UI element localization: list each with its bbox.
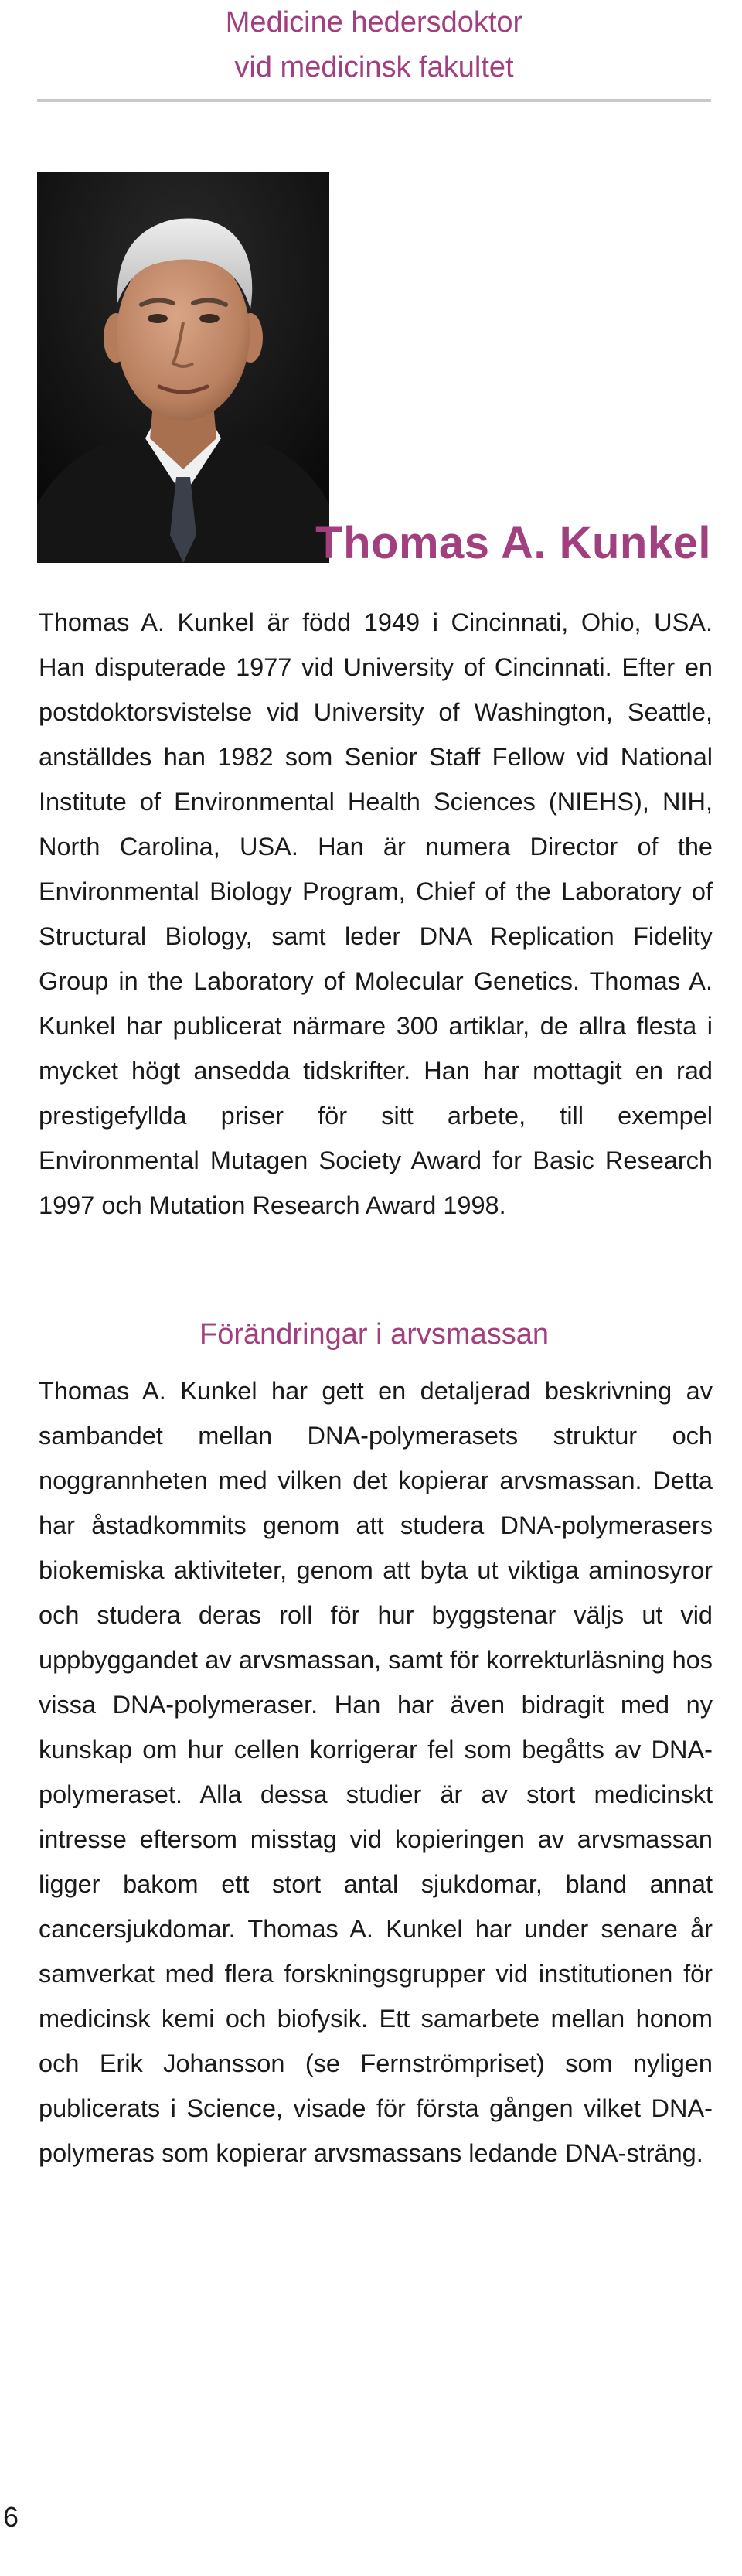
header-line-1: Medicine hedersdoktor <box>225 6 523 39</box>
page-header <box>37 0 711 90</box>
biography-paragraph: Thomas A. Kunkel är född 1949 i Cincinnati, Ohio, USA. Han disputerade 1977 vid University of Cincinnati. Efter en postdoktorsvistelse vid University of Washington, Seattle, anställdes han 1982 som Senior Staff Fellow vid National Institute of Environmental Health Sciences (NIEHS), NIH, North Carolina, USA. Han är numera Director of the Environmental Biology Program, Chief of the Laboratory of Structural Biology, samt leder DNA Replication Fidelity Group in the Laboratory of Molecular Genetics. Thomas A. Kunkel har publicerat närmare 300 artiklar, de allra flesta i mycket högt ansedda tidskrifter. Han har mottagit en rad prestigefyllda priser för sitt arbete, till exempel Environmental Mutagen Society Award for Basic Research 1997 och Mutation Research Award 1998. <box>39 608 713 1219</box>
section-paragraph: Thomas A. Kunkel har gett en detaljerad beskrivning av sambandet mellan DNA-polymerasets struktur och noggrannheten med vilken det kopierar arvsmassan. Detta har åstadkommits genom att studera DNA-polymerasers biokemiska aktiviteter, genom att byta ut viktiga aminosyror och studera deras roll för hur byggstenar väljs ut vid uppbyggandet av arvsmassan, samt för korrekturläsning hos vissa DNA-polymeraser. Han har även bidragit med ny kunskap om hur cellen korrigerar fel som begåtts av DNA-polymeraset. Alla dessa studier är av stort medicinskt intresse eftersom misstag vid kopieringen av arvsmassan ligger bakom ett stort antal sjukdomar, bland annat cancersjukdomar. Thomas A. Kunkel har under senare år samverkat med flera forskningsgrupper vid institutionen för medicinsk kemi och biofysik. Ett samarbete mellan honom och Erik Johansson (se Fernströmpriset) som nyligen publicerats i Science, visade för första gången vilket DNA-polymeras som kopierar arvsmassans ledande DNA-sträng. <box>39 1377 713 2167</box>
person-name: Thomas A. Kunkel <box>315 518 711 568</box>
portrait-photo <box>37 172 329 563</box>
page-number: 6 <box>3 2501 19 2533</box>
header-divider <box>37 99 711 102</box>
section-heading: Förändringar i arvsmassan <box>199 1318 549 1351</box>
header-line-2: vid medicinsk fakultet <box>234 51 514 83</box>
portrait-photo-icon <box>37 172 329 563</box>
